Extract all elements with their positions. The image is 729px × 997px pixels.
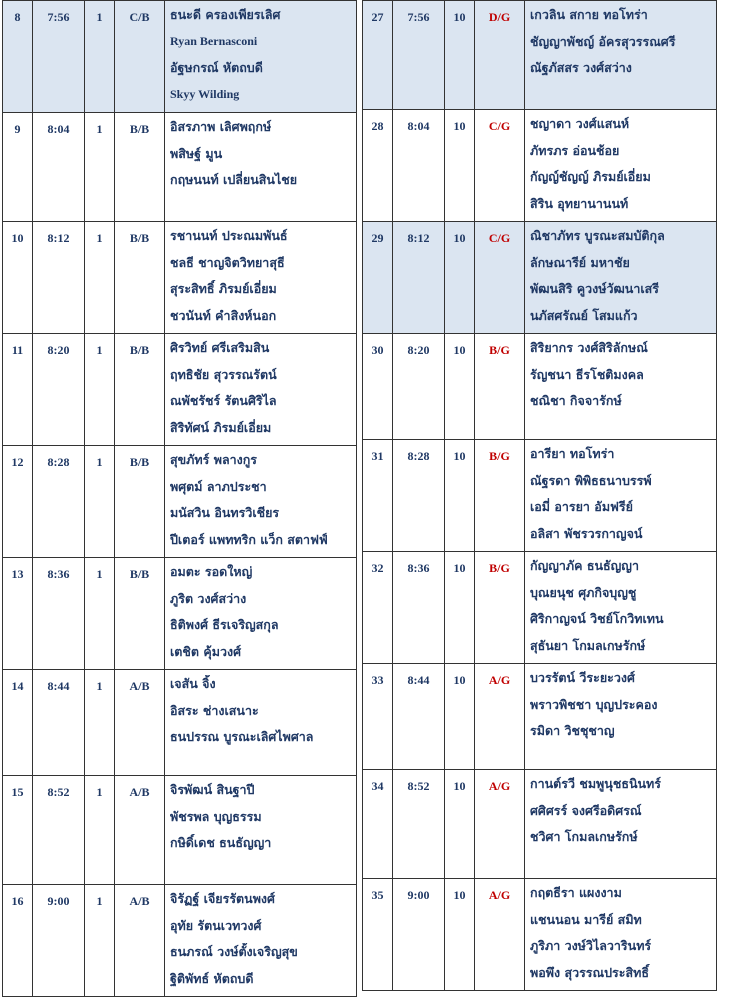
group-row bbox=[3, 885, 357, 997]
player-names bbox=[165, 113, 357, 222]
player-name: กษิดิ์เดช ธนธัญญา bbox=[170, 835, 272, 850]
tee-time: 8:52 bbox=[33, 776, 85, 885]
starting-tee: 10 bbox=[445, 770, 475, 879]
group-number: 8 bbox=[3, 1, 33, 113]
tee-time: 8:28 bbox=[393, 440, 445, 552]
player-name: ลักษณารีย์ มหาชัย bbox=[530, 254, 630, 270]
group-row bbox=[363, 552, 717, 664]
group-number: 11 bbox=[3, 334, 33, 446]
player-name: ณพัชรัชร์ รัตนศิริไล bbox=[170, 393, 277, 408]
group-row bbox=[363, 440, 717, 552]
left-pairings-table bbox=[2, 0, 357, 997]
category: C/G bbox=[475, 222, 525, 334]
category: B/G bbox=[475, 552, 525, 664]
category: B/B bbox=[115, 222, 165, 334]
player-name: สุขภัทร์ พลางกูร bbox=[170, 452, 258, 467]
player-name: ธนะดี ครองเพียรเลิศ bbox=[170, 7, 281, 22]
player-name: สิริน อุทยานานนท์ bbox=[530, 195, 629, 211]
player-name: เอมี่ อารยา อัมฟรีย์ bbox=[530, 499, 633, 514]
group-number: 10 bbox=[3, 222, 33, 334]
group-row bbox=[3, 334, 357, 446]
group-number: 32 bbox=[363, 552, 393, 664]
player-name: ธิติพงศ์ ธีรเจริญสกุล bbox=[170, 617, 279, 632]
player-name: ภัทรภร อ่อนช้อย bbox=[530, 142, 620, 158]
group-number: 9 bbox=[3, 113, 33, 222]
group-number: 30 bbox=[363, 334, 393, 440]
category: B/B bbox=[115, 334, 165, 446]
group-row bbox=[3, 776, 357, 885]
player-name: รมิดา วิชชุชาญ bbox=[530, 723, 615, 738]
player-name: กฤตธีรา แผงงาม bbox=[530, 885, 622, 900]
group-row bbox=[363, 110, 717, 222]
player-name: ชวิศา โกมลเกษรักษ์ bbox=[530, 829, 638, 844]
player-name: ศิรวิทย์ ศรีเสริมสิน bbox=[170, 340, 270, 355]
player-name: ภูริภา วงษ์วิไลวารินทร์ bbox=[530, 938, 652, 953]
starting-tee: 10 bbox=[445, 334, 475, 440]
group-row bbox=[3, 113, 357, 222]
player-name: ชญาดา วงศ์แสนห์ bbox=[530, 116, 630, 131]
player-name: ชัญญาพัชญ์ อัครสุวรรณศรี bbox=[530, 33, 676, 49]
category: A/B bbox=[115, 885, 165, 997]
group-number: 16 bbox=[3, 885, 33, 997]
tee-time: 8:04 bbox=[33, 113, 85, 222]
player-name: ธนภรณ์ วงษ์ตั้งเจริญสุข bbox=[170, 944, 298, 959]
player-name: อารียา ทอโทร่า bbox=[530, 446, 615, 461]
player-name: พสิษฐ์ มูน bbox=[170, 145, 223, 161]
player-name: เตชิต คุ้มวงศ์ bbox=[170, 643, 242, 659]
player-name: ณิชาภัทร บูรณะสมบัติกุล bbox=[530, 228, 665, 243]
category: B/B bbox=[115, 558, 165, 670]
player-name: กฤษนนท์ เปลี่ยนสินไชย bbox=[170, 172, 298, 187]
player-names bbox=[165, 334, 357, 446]
player-name: พราวพิชชา บุญประคอง bbox=[530, 696, 658, 712]
starting-tee: 10 bbox=[445, 552, 475, 664]
player-name: ปีเตอร์ แพททริก แว็ก สตาฟฟ์ bbox=[170, 531, 328, 547]
tee-time: 8:12 bbox=[393, 222, 445, 334]
tee-time: 7:56 bbox=[33, 1, 85, 113]
player-name: ศศิศรร์ จงศรีอดิศรณ์ bbox=[530, 802, 642, 818]
tee-time: 8:20 bbox=[33, 334, 85, 446]
group-number: 28 bbox=[363, 110, 393, 222]
player-name: อิสรภาพ เลิศพฤกษ์ bbox=[170, 119, 272, 134]
player-name: ฐิติพัทธ์ หัตถบดี bbox=[170, 970, 254, 986]
starting-tee: 1 bbox=[85, 670, 115, 776]
tee-time: 9:00 bbox=[33, 885, 85, 997]
player-name: สุระสิทธิ์ ภิรมย์เอี่ยม bbox=[170, 281, 277, 296]
player-names bbox=[525, 664, 717, 770]
group-number: 29 bbox=[363, 222, 393, 334]
player-name: มนัสวิน อินทรวิเชียร bbox=[170, 505, 280, 520]
player-name: รัญชนา ธีรโชติมงคล bbox=[530, 366, 644, 382]
player-name: ธนปรรณ บูรณะเลิศไพศาล bbox=[170, 729, 314, 744]
player-name: ศิริกาญจน์ วิชย์โกวิทเทน bbox=[530, 611, 664, 626]
player-name: พัชรพล บุญธรรม bbox=[170, 808, 262, 824]
player-name: เกวลิน สกาย ทอโทร่า bbox=[530, 7, 648, 22]
tee-time: 8:36 bbox=[393, 552, 445, 664]
group-row bbox=[363, 1, 717, 110]
player-name: กัญญาภัค ธนธัญญา bbox=[530, 558, 639, 573]
player-names bbox=[525, 222, 717, 334]
player-name: อุทัย รัตนเวทวงศ์ bbox=[170, 917, 262, 933]
category: C/B bbox=[115, 1, 165, 113]
tee-time: 8:44 bbox=[393, 664, 445, 770]
group-row bbox=[3, 558, 357, 670]
player-name: อลิสา พัชรวรกาญจน์ bbox=[530, 525, 643, 541]
group-number: 33 bbox=[363, 664, 393, 770]
starting-tee: 10 bbox=[445, 440, 475, 552]
player-names bbox=[165, 776, 357, 885]
starting-tee: 10 bbox=[445, 1, 475, 110]
starting-tee: 1 bbox=[85, 446, 115, 558]
player-name: จิรพัฒน์ สินฐาปี bbox=[170, 782, 255, 797]
group-number: 14 bbox=[3, 670, 33, 776]
player-name: รชานนท์ ประณมพันธ์ bbox=[170, 228, 288, 243]
group-row bbox=[3, 222, 357, 334]
category: C/G bbox=[475, 110, 525, 222]
player-name: กานต์รวี ชมพูนุชธนินทร์ bbox=[530, 776, 661, 791]
player-names bbox=[525, 770, 717, 879]
category: A/G bbox=[475, 664, 525, 770]
player-name: เจสัน จิ้ง bbox=[170, 676, 216, 691]
player-names bbox=[165, 222, 357, 334]
right-pairings-table bbox=[362, 0, 717, 991]
player-name: สิริทัศน์ ภิรมย์เอี่ยม bbox=[170, 419, 272, 435]
player-name: แชนนอน มารีย์ สมิท bbox=[530, 911, 642, 927]
player-names bbox=[165, 885, 357, 997]
player-name: กัญญ์ชัญญ์ ภิรมย์เอี่ยม bbox=[530, 169, 651, 184]
category: B/G bbox=[475, 440, 525, 552]
player-names bbox=[165, 558, 357, 670]
starting-tee: 1 bbox=[85, 334, 115, 446]
starting-tee: 1 bbox=[85, 776, 115, 885]
player-name: พอพึง สุวรรณประสิทธิ์ bbox=[530, 964, 649, 980]
group-row bbox=[363, 770, 717, 879]
tee-time: 7:56 bbox=[393, 1, 445, 110]
category: A/G bbox=[475, 770, 525, 879]
starting-tee: 1 bbox=[85, 885, 115, 997]
category: B/G bbox=[475, 334, 525, 440]
tee-time: 8:12 bbox=[33, 222, 85, 334]
group-number: 34 bbox=[363, 770, 393, 879]
starting-tee: 10 bbox=[445, 222, 475, 334]
player-names bbox=[525, 879, 717, 991]
player-name: ชลธี ชาญจิตวิทยาสุธี bbox=[170, 254, 285, 270]
player-names bbox=[525, 552, 717, 664]
player-name: ฤทธิชัย สุวรรณรัตน์ bbox=[170, 366, 277, 382]
player-names bbox=[525, 1, 717, 110]
group-number: 27 bbox=[363, 1, 393, 110]
player-name: Skyy Wilding bbox=[170, 86, 240, 101]
category: D/G bbox=[475, 1, 525, 110]
player-names bbox=[525, 440, 717, 552]
starting-tee: 1 bbox=[85, 222, 115, 334]
group-row bbox=[363, 664, 717, 770]
tee-time: 8:52 bbox=[393, 770, 445, 879]
player-name: อมตะ รอดใหญ่ bbox=[170, 564, 253, 579]
category: B/B bbox=[115, 113, 165, 222]
player-name: พัฒนสิริ คูวงษ์วัฒนาเสรี bbox=[530, 281, 659, 296]
group-number: 31 bbox=[363, 440, 393, 552]
player-names bbox=[525, 334, 717, 440]
tee-time: 8:20 bbox=[393, 334, 445, 440]
player-name: ณัฐภัสสร วงศ์สว่าง bbox=[530, 60, 632, 75]
category: A/B bbox=[115, 776, 165, 885]
group-row bbox=[3, 446, 357, 558]
player-name: อิสระ ช่างเสนาะ bbox=[170, 702, 259, 718]
group-row bbox=[363, 334, 717, 440]
tee-time: 8:28 bbox=[33, 446, 85, 558]
player-name: ชวนันท์ คำสิงห์นอก bbox=[170, 307, 277, 323]
player-names bbox=[525, 110, 717, 222]
group-number: 15 bbox=[3, 776, 33, 885]
group-number: 13 bbox=[3, 558, 33, 670]
player-name: Ryan Bernasconi bbox=[170, 33, 258, 48]
group-row bbox=[3, 1, 357, 113]
tee-time: 8:36 bbox=[33, 558, 85, 670]
category: B/B bbox=[115, 446, 165, 558]
player-name: ณัฐรดา พิพิธธนาบรรพ์ bbox=[530, 472, 652, 488]
player-names bbox=[165, 446, 357, 558]
group-number: 12 bbox=[3, 446, 33, 558]
player-name: อัฐษกรณ์ หัตถบดี bbox=[170, 60, 263, 75]
tee-time: 8:04 bbox=[393, 110, 445, 222]
category: A/G bbox=[475, 879, 525, 991]
starting-tee: 1 bbox=[85, 1, 115, 113]
player-name: สิริยากร วงศ์สิริลักษณ์ bbox=[530, 340, 648, 355]
player-name: บวรรัตน์ วีระยะวงศ์ bbox=[530, 670, 635, 685]
category: A/B bbox=[115, 670, 165, 776]
group-row bbox=[363, 222, 717, 334]
starting-tee: 1 bbox=[85, 558, 115, 670]
tee-time: 9:00 bbox=[393, 879, 445, 991]
player-name: บุณยนุช ศุภกิจบุญชู bbox=[530, 584, 637, 600]
player-name: พศุตม์ ลาภประชา bbox=[170, 478, 267, 494]
player-name: จิรัฏฐ์ เจียรรัตนพงศ์ bbox=[170, 891, 275, 906]
player-names bbox=[165, 1, 357, 113]
starting-tee: 1 bbox=[85, 113, 115, 222]
player-name: นภัสศรัณย์ โสมแก้ว bbox=[530, 307, 638, 323]
player-name: ภูริต วงศ์สว่าง bbox=[170, 590, 247, 606]
group-row bbox=[3, 670, 357, 776]
player-name: สุธันยา โกมลเกษรักษ์ bbox=[530, 637, 646, 653]
player-names bbox=[165, 670, 357, 776]
starting-tee: 10 bbox=[445, 879, 475, 991]
starting-tee: 10 bbox=[445, 110, 475, 222]
tee-time: 8:44 bbox=[33, 670, 85, 776]
group-number: 35 bbox=[363, 879, 393, 991]
group-row bbox=[363, 879, 717, 991]
starting-tee: 10 bbox=[445, 664, 475, 770]
player-name: ชณิชา กิจจารักษ์ bbox=[530, 393, 622, 408]
